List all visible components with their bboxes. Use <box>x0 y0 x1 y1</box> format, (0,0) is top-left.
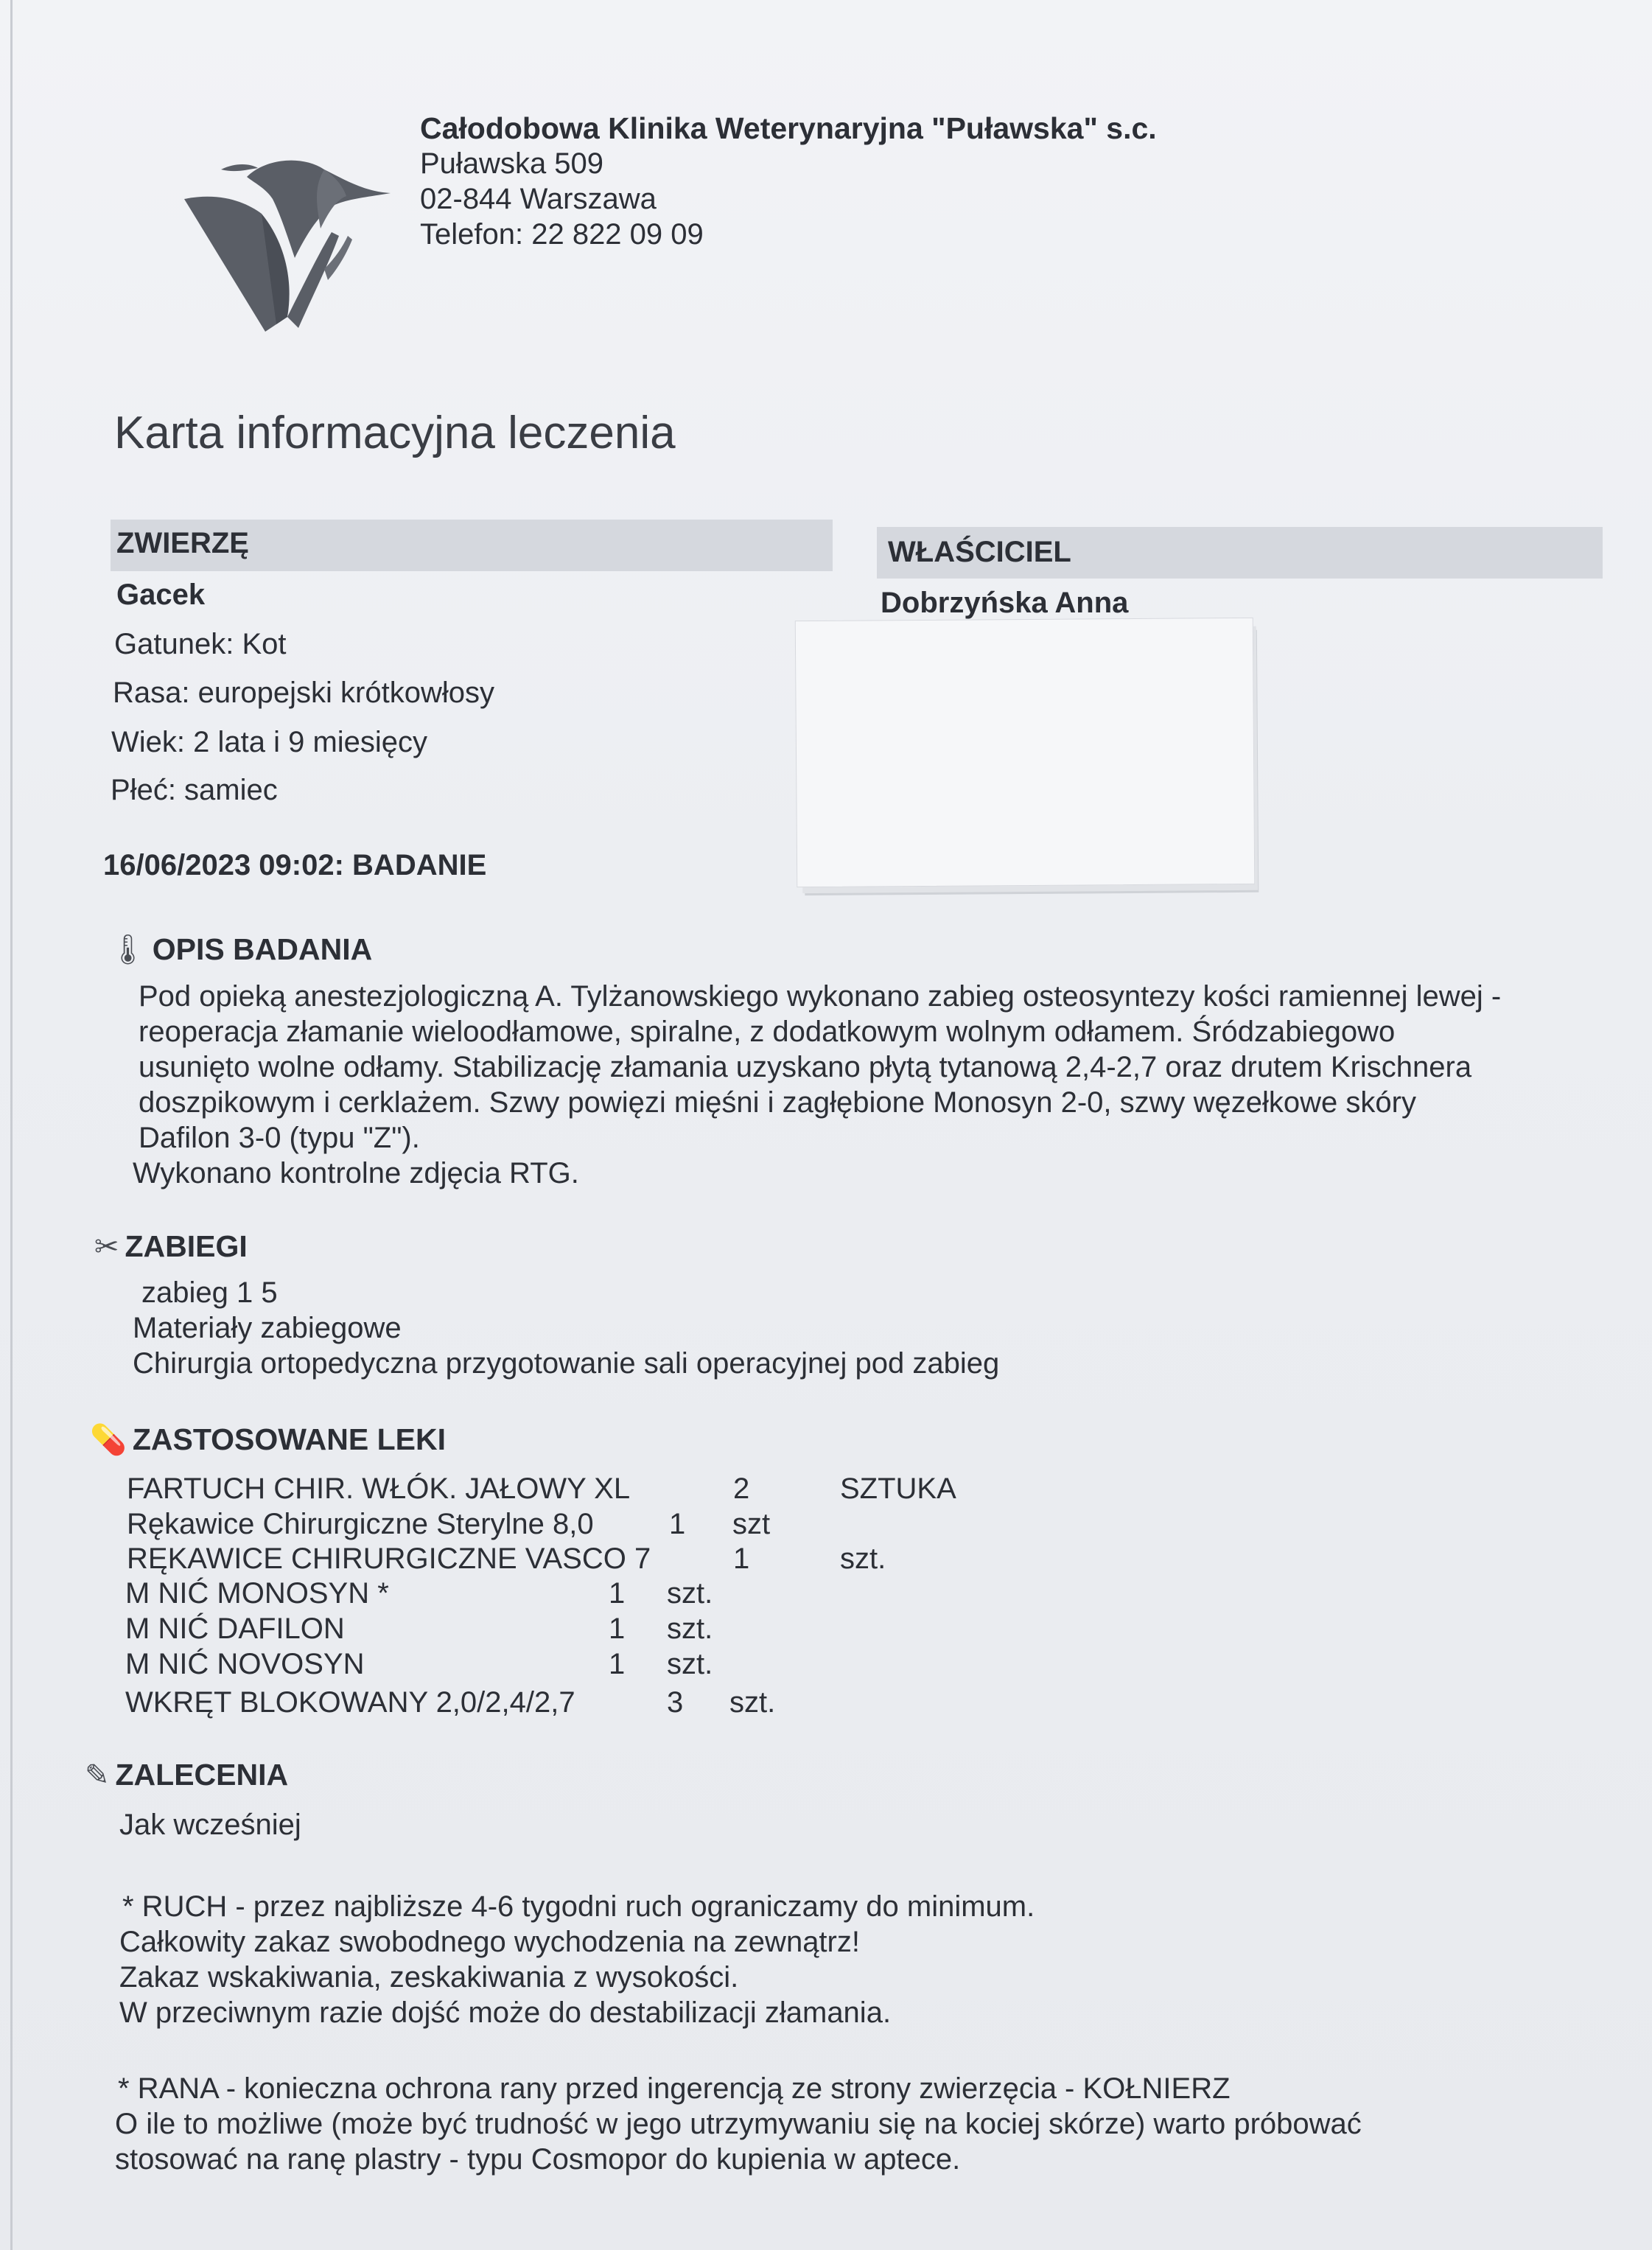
exam-description-text <box>133 979 1502 1191</box>
recommendations-movement <box>119 1889 1035 2030</box>
recommendation-line: Całkowity zakaz swobodnego wychodzenia na zewnątrz! <box>119 1926 860 1958</box>
pencil-icon: ✎ <box>85 1758 110 1792</box>
medication-name: M NIĆ NOVOSYN <box>125 1648 365 1680</box>
medication-unit: szt. <box>667 1613 713 1645</box>
redaction-sticker <box>795 618 1256 887</box>
medication-name: Rękawice Chirurgiczne Sterylne 8,0 <box>127 1508 594 1540</box>
medication-unit: szt. <box>667 1648 713 1680</box>
medication-unit: szt. <box>840 1542 886 1575</box>
medication-qty: 1 <box>609 1648 626 1680</box>
medication-unit: SZTUKA <box>840 1472 956 1505</box>
animal-name: Gacek <box>116 579 206 611</box>
exam-line: Dafilon 3-0 (typu "Z"). <box>139 1122 420 1154</box>
clinic-logo-icon <box>177 147 398 354</box>
clinic-name: Całodobowa Klinika Weterynaryjna "Puławska" s.c. <box>420 111 1157 145</box>
recommendation-line: Zakaz wskakiwania, zeskakiwania z wysokości. <box>119 1961 739 1994</box>
exam-line: usunięto wolne odłamy. Stabilizację złamania uzyskano płytą tytanową 2,4-2,7 oraz drutem Krischnera <box>139 1051 1472 1083</box>
exam-line: Wykonano kontrolne zdjęcia RTG. <box>133 1157 579 1189</box>
animal-sex: Płeć: samiec <box>111 774 278 806</box>
medication-qty: 1 <box>609 1613 626 1645</box>
clinic-street: Puławska 509 <box>420 147 604 180</box>
animal-breed: Rasa: europejski krótkowłosy <box>113 677 494 709</box>
exam-line: reoperacja złamanie wieloodłamowe, spiralne, z dodatkowym wolnym odłamem. Śródzabiegowo <box>139 1016 1396 1048</box>
recommendations-intro: Jak wcześniej <box>119 1809 301 1841</box>
medications-title: ZASTOSOWANE LEKI <box>132 1422 447 1456</box>
medication-qty: 3 <box>667 1686 684 1719</box>
medication-unit: szt. <box>729 1686 776 1719</box>
exam-line: Pod opieką anestezjologiczną A. Tylżanowskiego wykonano zabieg osteosyntezy kości ramiennej lewej - <box>139 980 1502 1013</box>
medications-heading <box>90 1422 446 1457</box>
owner-heading: WŁAŚCICIEL <box>888 536 1071 568</box>
clinic-city: 02-844 Warszawa <box>420 183 657 215</box>
recommendations-wound <box>115 2071 1362 2177</box>
recommendation-line: * RANA - konieczna ochrona rany przed ingerencją ze strony zwierzęcia - KOŁNIERZ <box>118 2072 1231 2105</box>
medication-qty: 1 <box>669 1508 686 1540</box>
pill-icon: 💊 <box>90 1424 127 1456</box>
clinic-header <box>420 111 1157 252</box>
medication-unit: szt. <box>667 1577 713 1610</box>
owner-name: Dobrzyńska Anna <box>881 587 1129 619</box>
medication-qty: 2 <box>733 1472 750 1505</box>
animal-species: Gatunek: Kot <box>114 628 287 660</box>
recommendation-line: W przeciwnym razie dojść może do destabilizacji złamania. <box>119 1996 892 2029</box>
thermometer-icon: 🌡 <box>109 934 147 966</box>
document-title: Karta informacyjna leczenia <box>114 408 676 458</box>
procedures-list <box>133 1275 999 1381</box>
page-edge <box>10 0 13 2250</box>
medication-unit: szt <box>732 1508 771 1540</box>
recommendation-line: stosować na ranę plastry - typu Cosmopor do kupienia w aptece. <box>115 2143 961 2176</box>
medication-name: RĘKAWICE CHIRURGICZNE VASCO 7 <box>127 1542 651 1575</box>
procedure-item: Materiały zabiegowe <box>133 1312 402 1344</box>
scissors-icon: ✂ <box>94 1230 119 1263</box>
exam-description-title: OPIS BADANIA <box>152 932 373 966</box>
procedures-heading <box>94 1229 248 1264</box>
procedures-title: ZABIEGI <box>125 1229 248 1263</box>
medication-name: WKRĘT BLOKOWANY 2,0/2,4/2,7 <box>125 1686 575 1719</box>
procedure-item: zabieg 1 5 <box>141 1276 278 1309</box>
exam-line: doszpikowym i cerklażem. Szwy powięzi mięśni i zagłębione Monosyn 2-0, szwy węzełkowe skóry <box>139 1086 1416 1119</box>
recommendations-title: ZALECENIA <box>115 1758 289 1792</box>
animal-age: Wiek: 2 lata i 9 miesięcy <box>111 726 428 758</box>
procedure-item: Chirurgia ortopedyczna przygotowanie sali operacyjnej pod zabieg <box>133 1347 1000 1380</box>
animal-heading: ZWIERZĘ <box>116 527 249 559</box>
exam-description-heading <box>109 932 372 967</box>
recommendation-line: * RUCH - przez najbliższe 4-6 tygodni ruch ograniczamy do minimum. <box>122 1890 1035 1923</box>
exam-datetime: 16/06/2023 09:02: BADANIE <box>103 849 487 881</box>
clinic-phone: Telefon: 22 822 09 09 <box>420 218 704 251</box>
recommendation-line: O ile to możliwe (może być trudność w jego utrzymywaniu się na kociej skórze) warto próbować <box>115 2108 1362 2140</box>
medication-name: M NIĆ MONOSYN * <box>125 1577 389 1610</box>
medication-name: M NIĆ DAFILON <box>125 1613 345 1645</box>
recommendations-heading <box>85 1758 288 1792</box>
medication-qty: 1 <box>609 1577 626 1610</box>
medication-name: FARTUCH CHIR. WŁÓK. JAŁOWY XL <box>127 1472 631 1505</box>
medication-qty: 1 <box>733 1542 750 1575</box>
